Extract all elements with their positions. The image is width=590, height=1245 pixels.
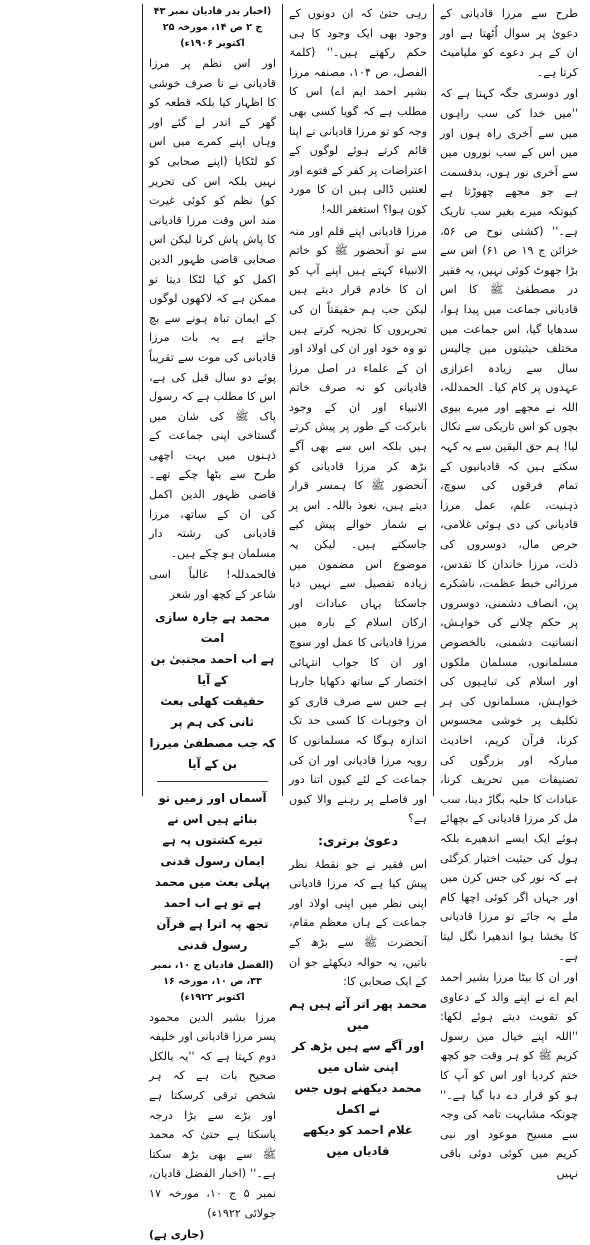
verse-block [289,994,427,1162]
paragraph: اور دوسری جگہ کہتا ہے کہ ''میں خدا کی سب راہوں میں سے آخری راہ ہوں اور میں اس کے سب نوروں میں سے آخری نور ہوں، بدقسمت ہے جو مجھے چھوڑتا ہے کیونکہ میرے بغیر سب تاریک ہے۔'' (کشتی نوح ص ۵۶، خزائن ج ۱۹ ص ۶۱) اس سے بڑا جھوٹ کوئی نہیں، یہ فقیر در مصطفیٰ ﷺ کا اس قادیانی جماعت میں پیدا ہوا، سدھایا گیا، اس جماعت میں مختلف حیثیتوں میں چالیس سال سے زیادہ اعزازی عہدوں پر کام کیا۔ الحمدللہ، اللہ نے مجھے اور میرے بیوی بچوں کو اس تاریکی سے نکال لیا! ہم حق الیقین سے یہ کہہ سکتے ہیں کہ قادیانیوں کے تمام فرقوں کی سوچ، ذہنیت، علم، عمل مرزا قادیانی کی دی ہوئی غلامی، حرص مال، دوسروں کی ذلت، مرزا خاندان کا تقدس، مرزائی خبط عظمت، ناشکرے پن، انصاف دشمنی، دوسروں پر حکم چلانے کی خواہش، انسانیت دشمنی، بالخصوص مسلمانوں، مسلمان ملکوں اور اسلام کی تباہیوں کی خواہش، مسلمانوں کی ہر تکلیف پر خوشی محسوس کرنا، قرآن کریم، احادیث مبارکہ اور بزرگوں کی تصنیفات میں تحریف کرنا، عبادات کا حلیہ بگاڑ دینا، سب مل کر مرزا قادیانی کے بچھائے ہوئے ایک ایسے اندھیرے بلکہ ہول کی حیثیت اختیار کرگئی ہے کہ نور کی جس کرن میں اور جہاں اگر کوئی اچھا کام ملے یہ جائے تو مرزا قادیانی کا بخشا ہوا اندھیرا نگل لیتا ہے۔ [440,87,579,963]
verse-line: غلام احمد کو دیکھے قادیاں میں [303,1122,413,1158]
verse-line: حقیقت کھلی بعث ثانی کی ہم پر [160,693,265,729]
verse-line: اور آگے سے ہیں بڑھ کر اپنی شاں میں [291,1038,425,1074]
verse-block [149,788,276,956]
continued-label: (جاری ہے) [149,1228,205,1242]
column-3 [142,4,282,1242]
paragraph: مرزا قادیانی اپنے قلم اور منہ سے تو آنحضور ﷺ کو خاتم الانبیاء کہتے ہیں اپنے آپ کو ان کا خادم قرار دیتے ہیں لیکن جب ہم حقیقتاً ان کی تحریروں کا تجزیہ کرتے ہیں تو وہ خود اور ان کی اولاد اور ان کے علماء در اصل مرزا قادیانی کو نہ صرف خاتم الانبیاء اور ان کے وجود بابرکت کے طور پر پیش کرتے ہیں بلکہ اس سے بھی آگے بڑھ کر مرزا قادیانی کو آنحضور ﷺ کا ہمسر قرار دیتے ہیں، نعوذ باللہ۔ اس پر بے شمار حوالے پیش کیے جاسکتے ہیں۔ لیکن یہ موضوع اس مضمون میں زیادہ تفصیل سے نہیں دیا جاسکتا یہاں عبادات اور ارکان اسلام کے بارہ میں مرزا قادیانی کا عمل اور سوچ اور ان کا جواب انتہائی اختصار کے ساتھ دکھایا جارہا ہے جس سے صرف قاری کو ان وجوہات کا کسی حد تک اندازہ ہوگا کہ مسلمانوں کا رویہ مرزا قادیانی اور ان کی جماعت کے لئے کیوں اتنا دور اور فاصلے پر رہنے والا کیوں ہے؟ [289,224,427,826]
verse-line: محمد پھر اتر آئے ہیں ہم میں [289,996,427,1032]
column-4 [6,4,142,796]
paragraph: اور ان کا بیٹا مرزا بشیر احمد ایم اے نے اپنے والد کے دعاوی کو تقویت دیتے ہوئے لکھا: ''اللہ اپنے خیال میں رسول کریم ﷺ کو ہر وقت جو کچھ ختم کردیا اور اس کو آپ کا ہو کو قرار دے دیا گیا ہے۔'' چونکہ مشابہت تامہ کی وجہ سے مسیح موعود اور نبی کریم میں کوئی دوئی باقی نہیں [440,971,578,1181]
verse-line: ہے اب احمد مجتبیٰ بن کے آیا [150,651,275,687]
verse-line: محمد ہے چارہ سازی امت [155,609,270,645]
verse-line: آسماں اور زمیں تو بنائے ہیں اس نے [158,790,267,826]
closing-line: فالحمدللہ! غالباً اسی شاعر کے کچھ اور شعر [149,568,276,602]
verse-line: تجھ پہ اترا ہے قرآن رسول قدنی [156,916,269,952]
citation: (الفضل قادیان ج ۱۰، نمبر ۳۳، ص ۱۰، مورخہ ۱۶ اکتوبر ۱۹۲۲ء) [151,959,274,1003]
paragraph: اور اس نظم پر مرزا قادیانی نے نا صرف خوشی کا اظہار کیا بلکہ قطعہ کو گھر کے اندر لے گئے اور وہاں اپنے کمرے میں اس کو لٹکایا (اپنے صحابی کو نہیں بلکہ اس کی تحریر کو) نظم کو کوئی غیرت مند اس وقت مرزا قادیانی کا پاش پاش کرتا لیکن اس صحابی قاضی ظہور الدین اکمل کو کیا لٹکا دیتا تو ممکن ہے کہ لاکھوں لوگوں کے ایمان تباہ ہونے سے بچ جاتے ہے یہ بات مرزا قادیانی کی موت سے تقریباً پوئے دو سال قبل کی ہے، اس کا مطلب ہے کہ رسول پاک ﷺ کی شان میں گستاخی اپنی جماعت کے ذہنوں میں بہت اچھی طرح سے بٹھا چکے تھے۔ قاضی ظہور الدین اکمل کی ان کے ساتھ، مرزا قادیانی کی رشتہ دار مسلمان ہو چکے ہیں۔ [149,57,276,560]
verse-line: پہلی بعث میں محمد ہے تو ہے اب احمد [154,874,271,910]
column-1 [434,4,584,1181]
citation: (اخبار بدر قادیان نمبر ۴۳ ج ۲ ص ۱۴، مورخہ ۲۵ اکتوبر ۱۹۰۶ء) [153,6,272,49]
divider [157,781,268,782]
paragraph: طرح سے مرزا قادیانی کے دعویٰ پر سوال اُٹھتا ہے اور ان کے ہر دعوے کو ملیامیٹ کرتا ہے۔ [440,7,578,79]
verse-line: تیرے کشتوں پہ ہے ایمان رسول قدنی [160,832,265,868]
paragraph: اس فقیر نے جو نقطۂ نظر پیش کیا ہے کہ مرزا قادیانی اپنی نظر میں اپنی اولاد اور جماعت کے ہاں معظم مقام، آنحضرت ﷺ سے بڑھ کے باتیں، یہ حوالہ دیکھئے جو ان کے ایک صحابی کا: [289,857,427,989]
section-heading: دعویٰ برتری: [318,832,398,848]
column-2 [282,4,434,1158]
verse-line: محمد دیکھنے ہوں جس نے اکمل [294,1080,422,1116]
verse-block [149,607,276,775]
verse-line: کہ جب مصطفیٰ میرزا بن کے آیا [149,735,276,771]
paragraph: رہی حتیٰ کہ ان دونوں کے وجود بھی ایک وجود کا ہی حکم رکھتے ہیں۔'' (کلمۃ الفصل، ص ۱۰۴، مصنفہ مرزا بشیر احمد ایم اے) اس کا مطلب ہے کہ گویا کسی بھی وجہ کو تو مرزا قادیانی نے اپنا قائم کرتے ہوئے لوگوں کے اعتراضات پر کفر کے فتوے اور لعنتیں ڈالی ہیں ان کا مورد کون ہوا؟ استغفر اللہ! [289,7,427,216]
paragraph: مرزا بشیر الدین محمود پسر مرزا قادیانی اور خلیفہ دوم کہتا ہے کہ ''یہ بالکل صحیح بات ہے کہ ہر شخص ترقی کرسکتا ہے اور بڑے سے بڑا درجہ پاسکتا ہے حتیٰ کہ محمد ﷺ سے بھی بڑھ سکتا ہے۔'' (اخبار الفضل قادیان، نمبر ۵ ج ۱۰، مورخہ ۱۷ جولائی ۱۹۲۲ء) [149,1010,276,1220]
